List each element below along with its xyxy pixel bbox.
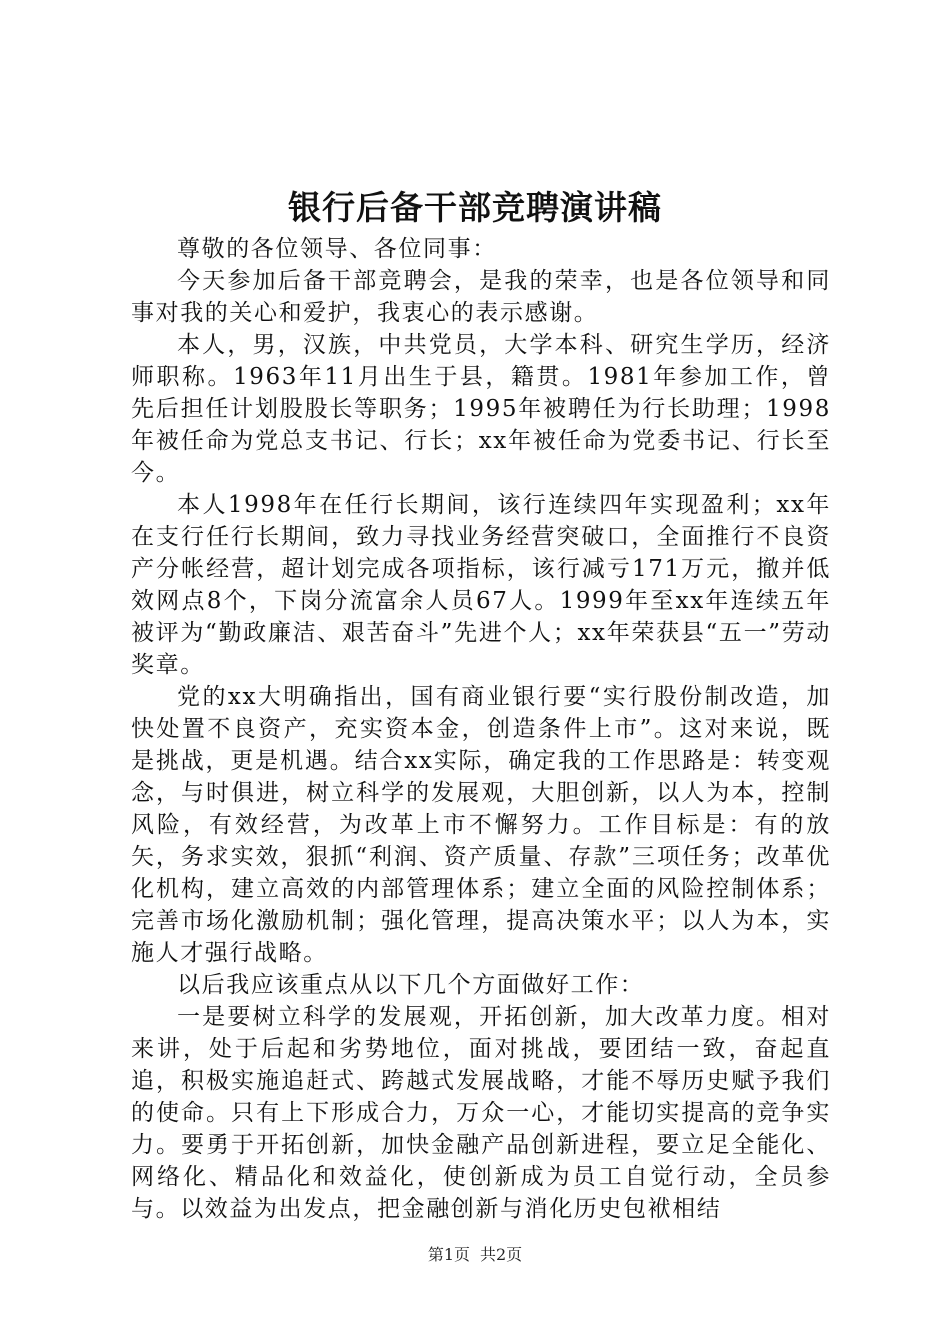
document-body xyxy=(131,233,831,1225)
document-title: 银行后备干部竞聘演讲稿 xyxy=(288,188,662,227)
paragraph-salutation: 尊敬的各位领导、各位同事： xyxy=(177,236,497,262)
paragraph-background: 本人，男，汉族，中共党员，大学本科、研究生学历，经济师职称。1963年11月出生于县，籍贯。1981年参加工作，曾先后担任计划股股长等职务；1995年被聘任为行长助理；1998年被任命为党总支书记、行长；xx年被任命为党委书记、行长至今。 xyxy=(131,332,831,486)
paragraph-point-one: 一是要树立科学的发展观，开拓创新，加大改革力度。相对来讲，处于后起和劣势地位，面对挑战，要团结一致，奋起直追，积极实施追赶式、跨越式发展战略，才能不辱历史赋予我们的使命。只有上下形成合力，万众一心，才能切实提高的竞争实力。要勇于开拓创新，加快金融产品创新进程，要立足全能化、网络化、精品化和效益化，使创新成为员工自觉行动，全员参与。以效益为出发点，把金融创新与消化历史包袱相结 xyxy=(131,1004,831,1222)
paragraph-focus-intro: 以后我应该重点从以下几个方面做好工作： xyxy=(177,972,645,998)
paragraph-work-plan: 党的xx大明确指出，国有商业银行要“实行股份制改造，加快处置不良资产，充实资本金，创造条件上市”。这对来说，既是挑战，更是机遇。结合xx实际，确定我的工作思路是：转变观念，与时俱进，树立科学的发展观，大胆创新，以人为本，控制风险，有效经营，为改革上市不懈努力。工作目标是：有的放矢，务求实效，狠抓“利润、资产质量、存款”三项任务；改革优化机构，建立高效的内部管理体系；建立全面的风险控制体系；完善市场化激励机制；强化管理，提高决策水平；以人为本，实施人才强行战略。 xyxy=(131,684,831,966)
page-footer xyxy=(0,1244,950,1266)
paragraph-thanks: 今天参加后备干部竞聘会，是我的荣幸，也是各位领导和同事对我的关心和爱护，我衷心的表示感谢。 xyxy=(131,268,831,326)
page-total: 共2页 xyxy=(480,1245,523,1264)
page-number: 第1页 xyxy=(427,1245,470,1264)
paragraph-achievements: 本人1998年在任行长期间，该行连续四年实现盈利；xx年在支行任行长期间，致力寻找业务经营突破口，全面推行不良资产分帐经营，超计划完成各项指标，该行减亏171万元，撤并低效网点8个，下岗分流富余人员67人。1999年至xx年连续五年被评为“勤政廉洁、艰苦奋斗”先进个人；xx年荣获县“五一”劳动奖章。 xyxy=(131,492,831,678)
